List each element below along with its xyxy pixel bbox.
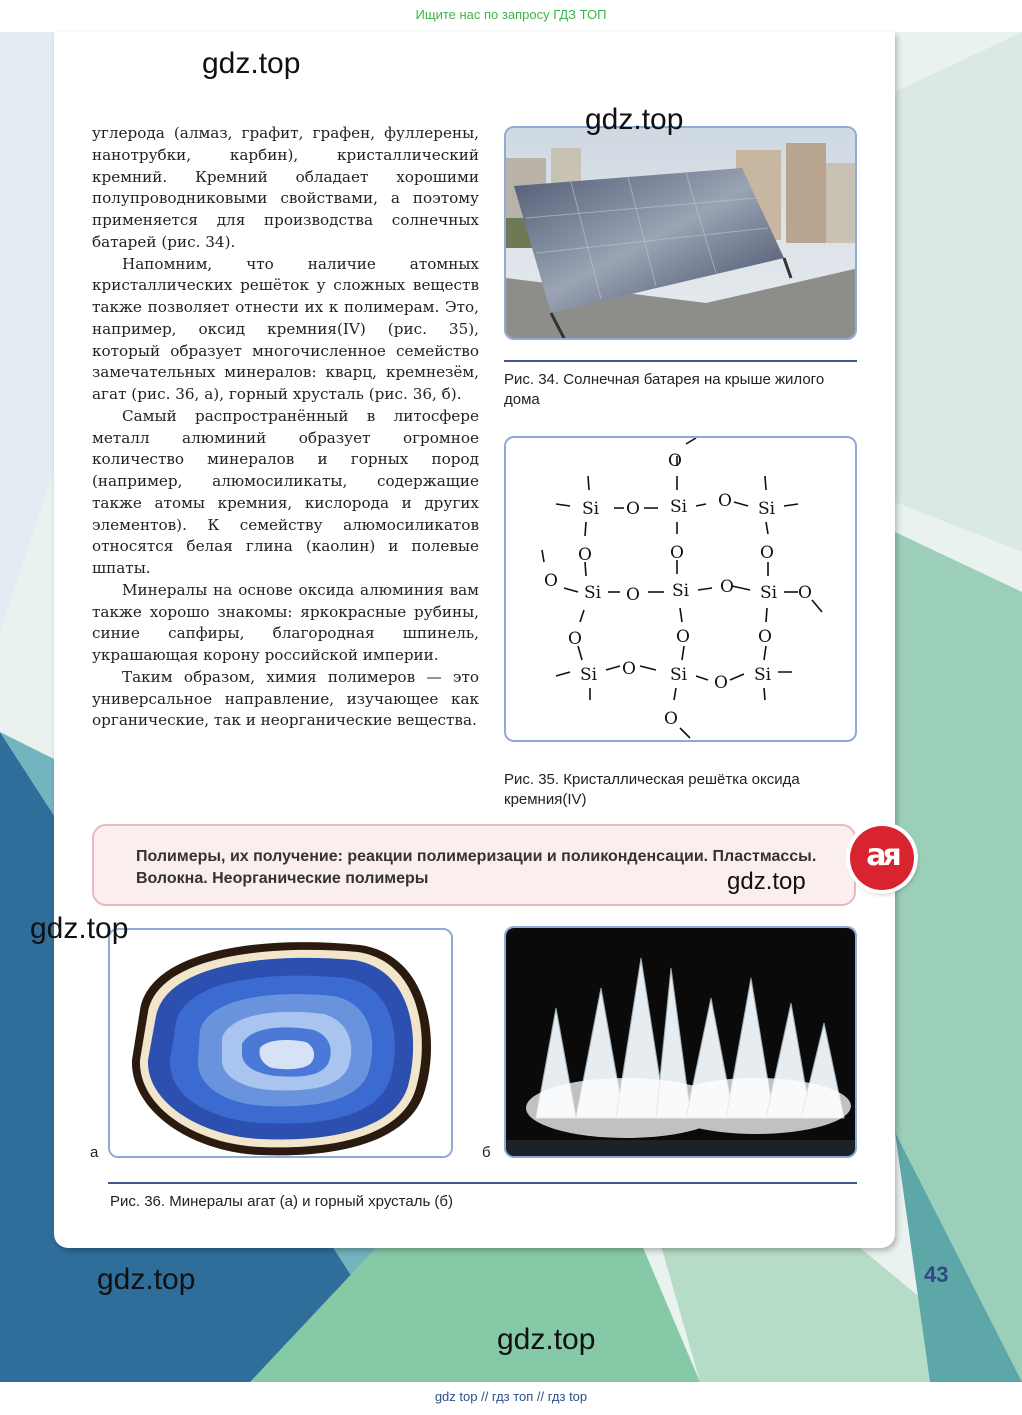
- paragraph-5: Таким образом, химия полимеров — это универсальное направление, изучающее как органические, так и неорганические вещества.: [92, 667, 479, 730]
- watermark: gdz.top: [202, 47, 301, 80]
- atom-o-r2b: O: [720, 577, 734, 597]
- atom-o-v6: O: [758, 627, 772, 647]
- ay-badge-icon[interactable]: [850, 826, 914, 890]
- atom-o-v3: O: [760, 543, 774, 563]
- atom-o-v2: O: [670, 543, 684, 563]
- fig34-rule: [504, 360, 857, 362]
- atom-si-r1c3: Si: [758, 499, 776, 519]
- atom-si-r1c2: Si: [670, 497, 688, 517]
- atom-o-r1b: O: [718, 491, 732, 511]
- watermark: gdz.top: [30, 912, 129, 945]
- atom-si-r3c2: Si: [670, 665, 688, 685]
- paragraph-1: углерода (алмаз, графит, графен, фуллерены, нанотрубки, карбин), кристаллический кремний. Кремний обладает хорошими полупроводниковыми свойствами, а поэтому применяется для производства солнечных батарей (рис. 34).: [92, 124, 479, 251]
- watermark: gdz.top: [727, 868, 806, 895]
- atom-o-v1: O: [578, 545, 592, 565]
- solar-panel-illustration: [506, 128, 857, 340]
- bottom-banner-text: gdz top // гдз топ // гдз top: [434, 1389, 588, 1404]
- top-banner: [0, 0, 1022, 32]
- paragraph-4: Минералы на основе оксида алюминия вам также хорошо знакомы: яркокрасные рубины, синие сапфиры, благородная шпинель, украшающая корону российской империи.: [92, 580, 479, 664]
- atom-o-v5: O: [676, 627, 690, 647]
- atom-si-r3c3: Si: [754, 665, 772, 685]
- bottom-banner: [0, 1382, 1022, 1415]
- atom-o-v4: O: [568, 629, 582, 649]
- body-text: [92, 123, 479, 732]
- ay-badge-label: ая: [866, 838, 898, 873]
- atom-o-left: O: [544, 571, 558, 591]
- atom-si-r2c3: Si: [760, 583, 778, 603]
- solar-panel-photo: [504, 126, 857, 340]
- rock-crystal-illustration: [506, 928, 857, 1158]
- rock-crystal-photo: [504, 926, 857, 1158]
- page-number: 43: [924, 1262, 949, 1287]
- fig36-label-a: а: [90, 1144, 99, 1161]
- atom-si-r2c2: Si: [672, 581, 690, 601]
- atom-o-top: O: [668, 451, 682, 471]
- paragraph-2: Напомним, что наличие атомных кристаллических решёток у сложных веществ также позволяет отнести их к полимерам. Это, например, оксид кремния(IV) (рис. 35), который образует многочисленное семейство замечательных минералов: кварц, кремнезём, агат (рис. 36, а), горный хрусталь (рис. 36, б).: [92, 254, 479, 403]
- sio2-lattice-diagram: [504, 436, 857, 742]
- watermark: gdz.top: [97, 1263, 196, 1296]
- atom-si-r3c1: Si: [580, 665, 598, 685]
- atom-o-bottom: O: [664, 709, 678, 729]
- fig35-caption: Рис. 35. Кристаллическая решётка оксида кремния(IV): [504, 771, 800, 808]
- atom-si-r1c1: Si: [582, 499, 600, 519]
- atom-o-r1a: O: [626, 499, 640, 519]
- lattice-svg: [506, 438, 857, 742]
- watermark: gdz.top: [497, 1323, 596, 1356]
- fig36-rule: [108, 1182, 857, 1184]
- agate-illustration: [110, 930, 453, 1158]
- fig34-caption: Рис. 34. Солнечная батарея на крыше жилого дома: [504, 371, 825, 408]
- watermark: gdz.top: [585, 103, 684, 136]
- atom-si-r2c1: Si: [584, 583, 602, 603]
- atom-o-right: O: [798, 583, 812, 603]
- atom-o-r2a: O: [626, 585, 640, 605]
- fig36-caption: Рис. 36. Минералы агат (а) и горный хрусталь (б): [110, 1193, 454, 1210]
- paragraph-3: Самый распространённый в литосфере металл алюминий образует огромное количество минералов и горных пород (например, алюмосиликаты, содержащие также атомы кремния, кислорода и других элементов). К семейству алюмосиликатов относятся белая глина (каолин) и полевые шпаты.: [92, 406, 479, 577]
- fig36-label-b: б: [482, 1144, 491, 1161]
- top-banner-text: Ищите нас по запросу ГДЗ ТОП: [415, 7, 607, 22]
- topic-banner-text: Полимеры, их получение: реакции полимеризации и поликонденсации. Пластмассы. Волокна. Неорганические полимеры: [136, 848, 817, 887]
- atom-o-r3b: O: [714, 673, 728, 693]
- atom-o-r3a: O: [622, 659, 636, 679]
- agate-photo: [108, 928, 453, 1158]
